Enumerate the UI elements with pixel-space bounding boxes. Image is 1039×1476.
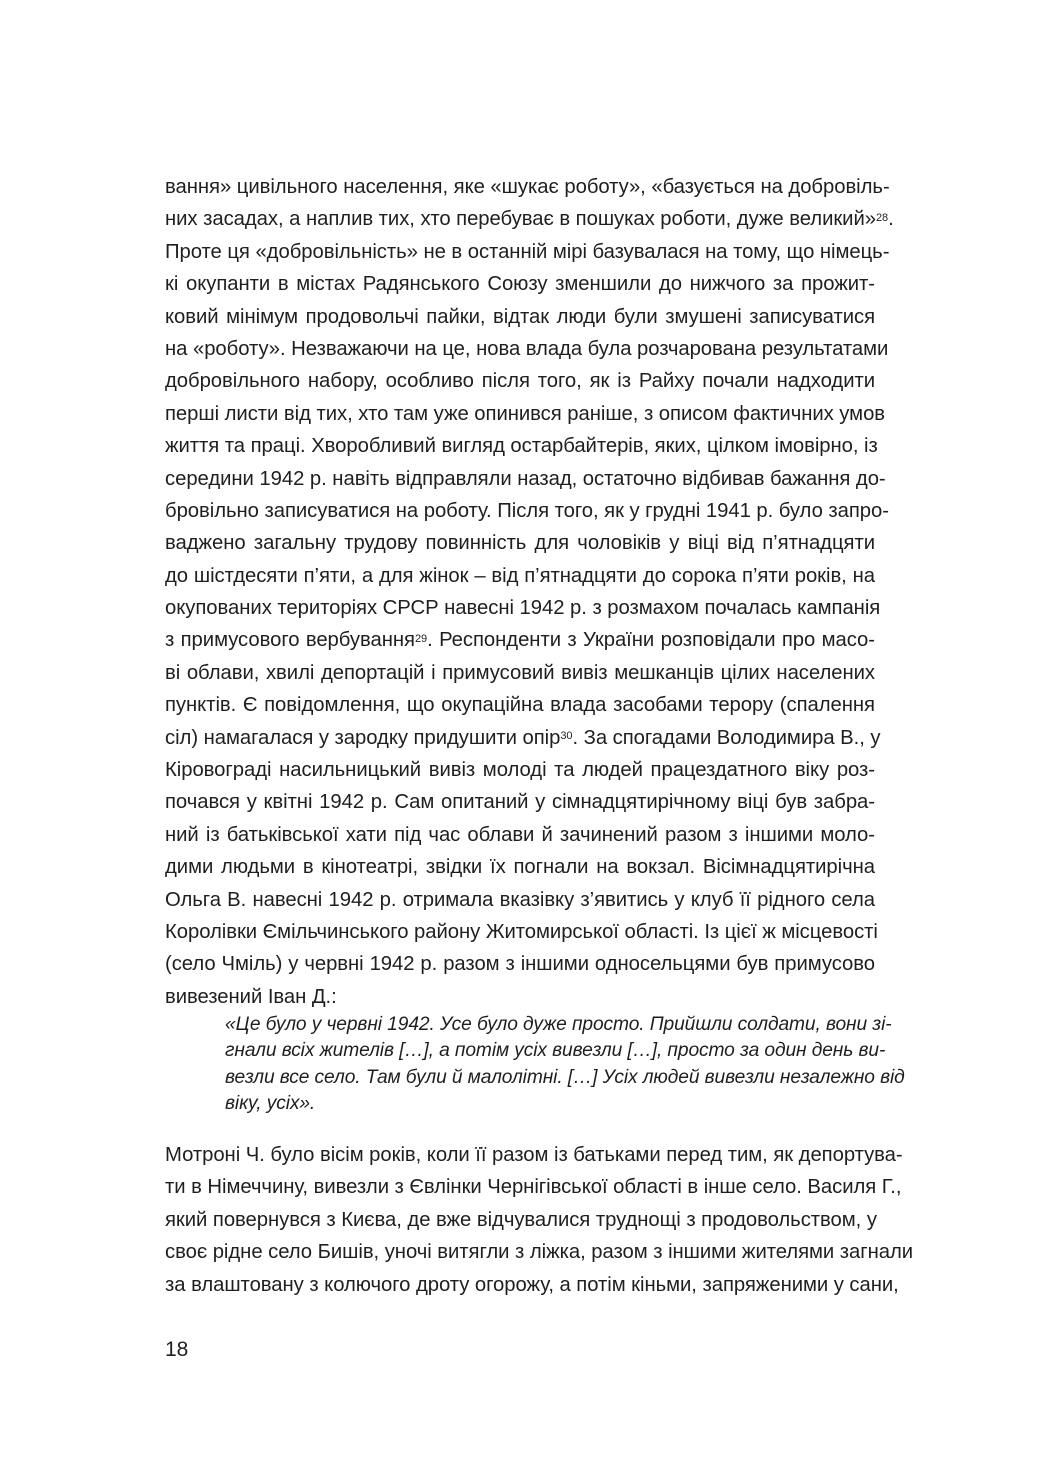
quote-line: віку, усіх». bbox=[225, 1092, 316, 1114]
text-line: почався у квітні 1942 р. Сам опитаний у сімнадцятирічному віці був забра- bbox=[165, 791, 875, 814]
text-line: ві облави, хвилі депортацій і примусовий вивіз мешканців цілих населених bbox=[165, 661, 875, 684]
text-line: бровільно записуватися на роботу. Після того, як у грудні 1941 р. було запро- bbox=[165, 499, 889, 522]
text-line: пунктів. Є повідомлення, що окупаційна влада засобами терору (спалення bbox=[165, 694, 875, 717]
text-line: сіл) намагалася у зародку придушити опір$^{30}$. За спогадами Володимира В., у bbox=[165, 726, 881, 749]
text-line: на «роботу». Незважаючи на це, нова влада була розчарована результатами bbox=[165, 337, 889, 360]
text-line: ковий мінімум продовольчі пайки, відтак люди були змушені записуватися bbox=[165, 305, 875, 328]
text-line: життя та праці. Хворобливий вигляд остарбайтерів, яких, цілком імовірно, із bbox=[165, 435, 878, 458]
text-line: (село Чміль) у червні 1942 р. разом з іншими односельцями був примусово bbox=[165, 953, 875, 976]
footnote-ref-28[interactable]: 28 bbox=[875, 212, 889, 224]
text-line: який повернувся з Києва, де вже відчувалися труднощі з продовольством, у bbox=[165, 1208, 877, 1231]
main-paragraph bbox=[165, 171, 894, 1013]
text-line: кі окупанти в містах Радянського Союзу зменшили до нижчого за прожит- bbox=[165, 273, 875, 296]
footnote-ref-29[interactable]: 29 bbox=[414, 633, 428, 646]
quote-line: гнали всіх жителів […], а потім усіх вивезли […], просто за один день ви- bbox=[225, 1040, 886, 1062]
text-line: Ольга В. навесні 1942 р. отримала вказівку з’явитись у клуб її рідного села bbox=[165, 888, 875, 911]
text-line: Кіровограді насильницький вивіз молоді та людей працездатного віку роз- bbox=[165, 759, 875, 782]
text-line: ваджено загальну трудову повинність для чоловіків у віці від п’ятнадцяти bbox=[165, 532, 875, 555]
page-number: 18 bbox=[165, 1338, 189, 1361]
text-line: Проте ця «добровільність» не в останній мірі базувалася на тому, що німець- bbox=[165, 240, 890, 263]
text-line: з примусового вербування$^{29}$. Респонденти з України розповідали про масо- bbox=[165, 629, 875, 652]
text-line: до шістдесяти п’яти, а для жінок – від п’ятнадцяти до сорока п’яти років, на bbox=[165, 564, 875, 587]
text-line: вивезений Іван Д.: bbox=[165, 985, 337, 1008]
text-line: окупованих територіях СРСР навесні 1942 р. з розмахом почалась кампанія bbox=[165, 597, 881, 620]
second-paragraph bbox=[165, 1139, 914, 1301]
quote-line: «Це було у червні 1942. Усе було дуже просто. Прийшли солдати, вони зі- bbox=[225, 1014, 892, 1035]
text-line: за влаштовану з колючого дроту огорожу, а потім кіньми, запряженими у сани, bbox=[165, 1273, 899, 1296]
text-line: перші листи від тих, хто там уже опинився раніше, з описом фактичних умов bbox=[165, 402, 886, 425]
text-line: ти в Німеччину, вивезли з Євлінки Чернігівської області в інше село. Василя Г., bbox=[165, 1176, 902, 1199]
text-line: Королівки Ємільчинського району Житомирської області. Із цієї ж місцевості bbox=[165, 920, 878, 943]
footnote-ref-30[interactable]: 30 bbox=[560, 730, 573, 743]
text-line: них засадах, а наплив тих, хто перебуває в пошуках роботи, дуже великий»$^{28}$. bbox=[165, 208, 894, 231]
text-line: добровільного набору, особливо після того, як із Райху почали надходити bbox=[165, 370, 875, 393]
text-line: вання» цивільного населення, яке «шукає роботу», «базується на добровіль- bbox=[165, 176, 890, 198]
text-line: середини 1942 р. навіть відправляли назад, остаточно відбивав бажання до- bbox=[165, 467, 886, 490]
block-quote bbox=[225, 1012, 905, 1117]
text-line: дими людьми в кінотеатрі, звідки їх погнали на вокзал. Вісімнадцятирічна bbox=[165, 856, 875, 879]
text-line: Мотроні Ч. було вісім років, коли її разом із батьками перед тим, як депортува- bbox=[165, 1144, 903, 1166]
quote-line: везли все село. Там були й малолітні. […] Усіх людей вивезли незалежно від bbox=[225, 1066, 905, 1088]
text-line: ний із батьківської хати під час облави й зачинений разом з іншими моло- bbox=[165, 823, 875, 846]
text-line: своє рідне село Бишів, уночі витягли з ліжка, разом з іншими жителями загнали bbox=[165, 1241, 914, 1264]
